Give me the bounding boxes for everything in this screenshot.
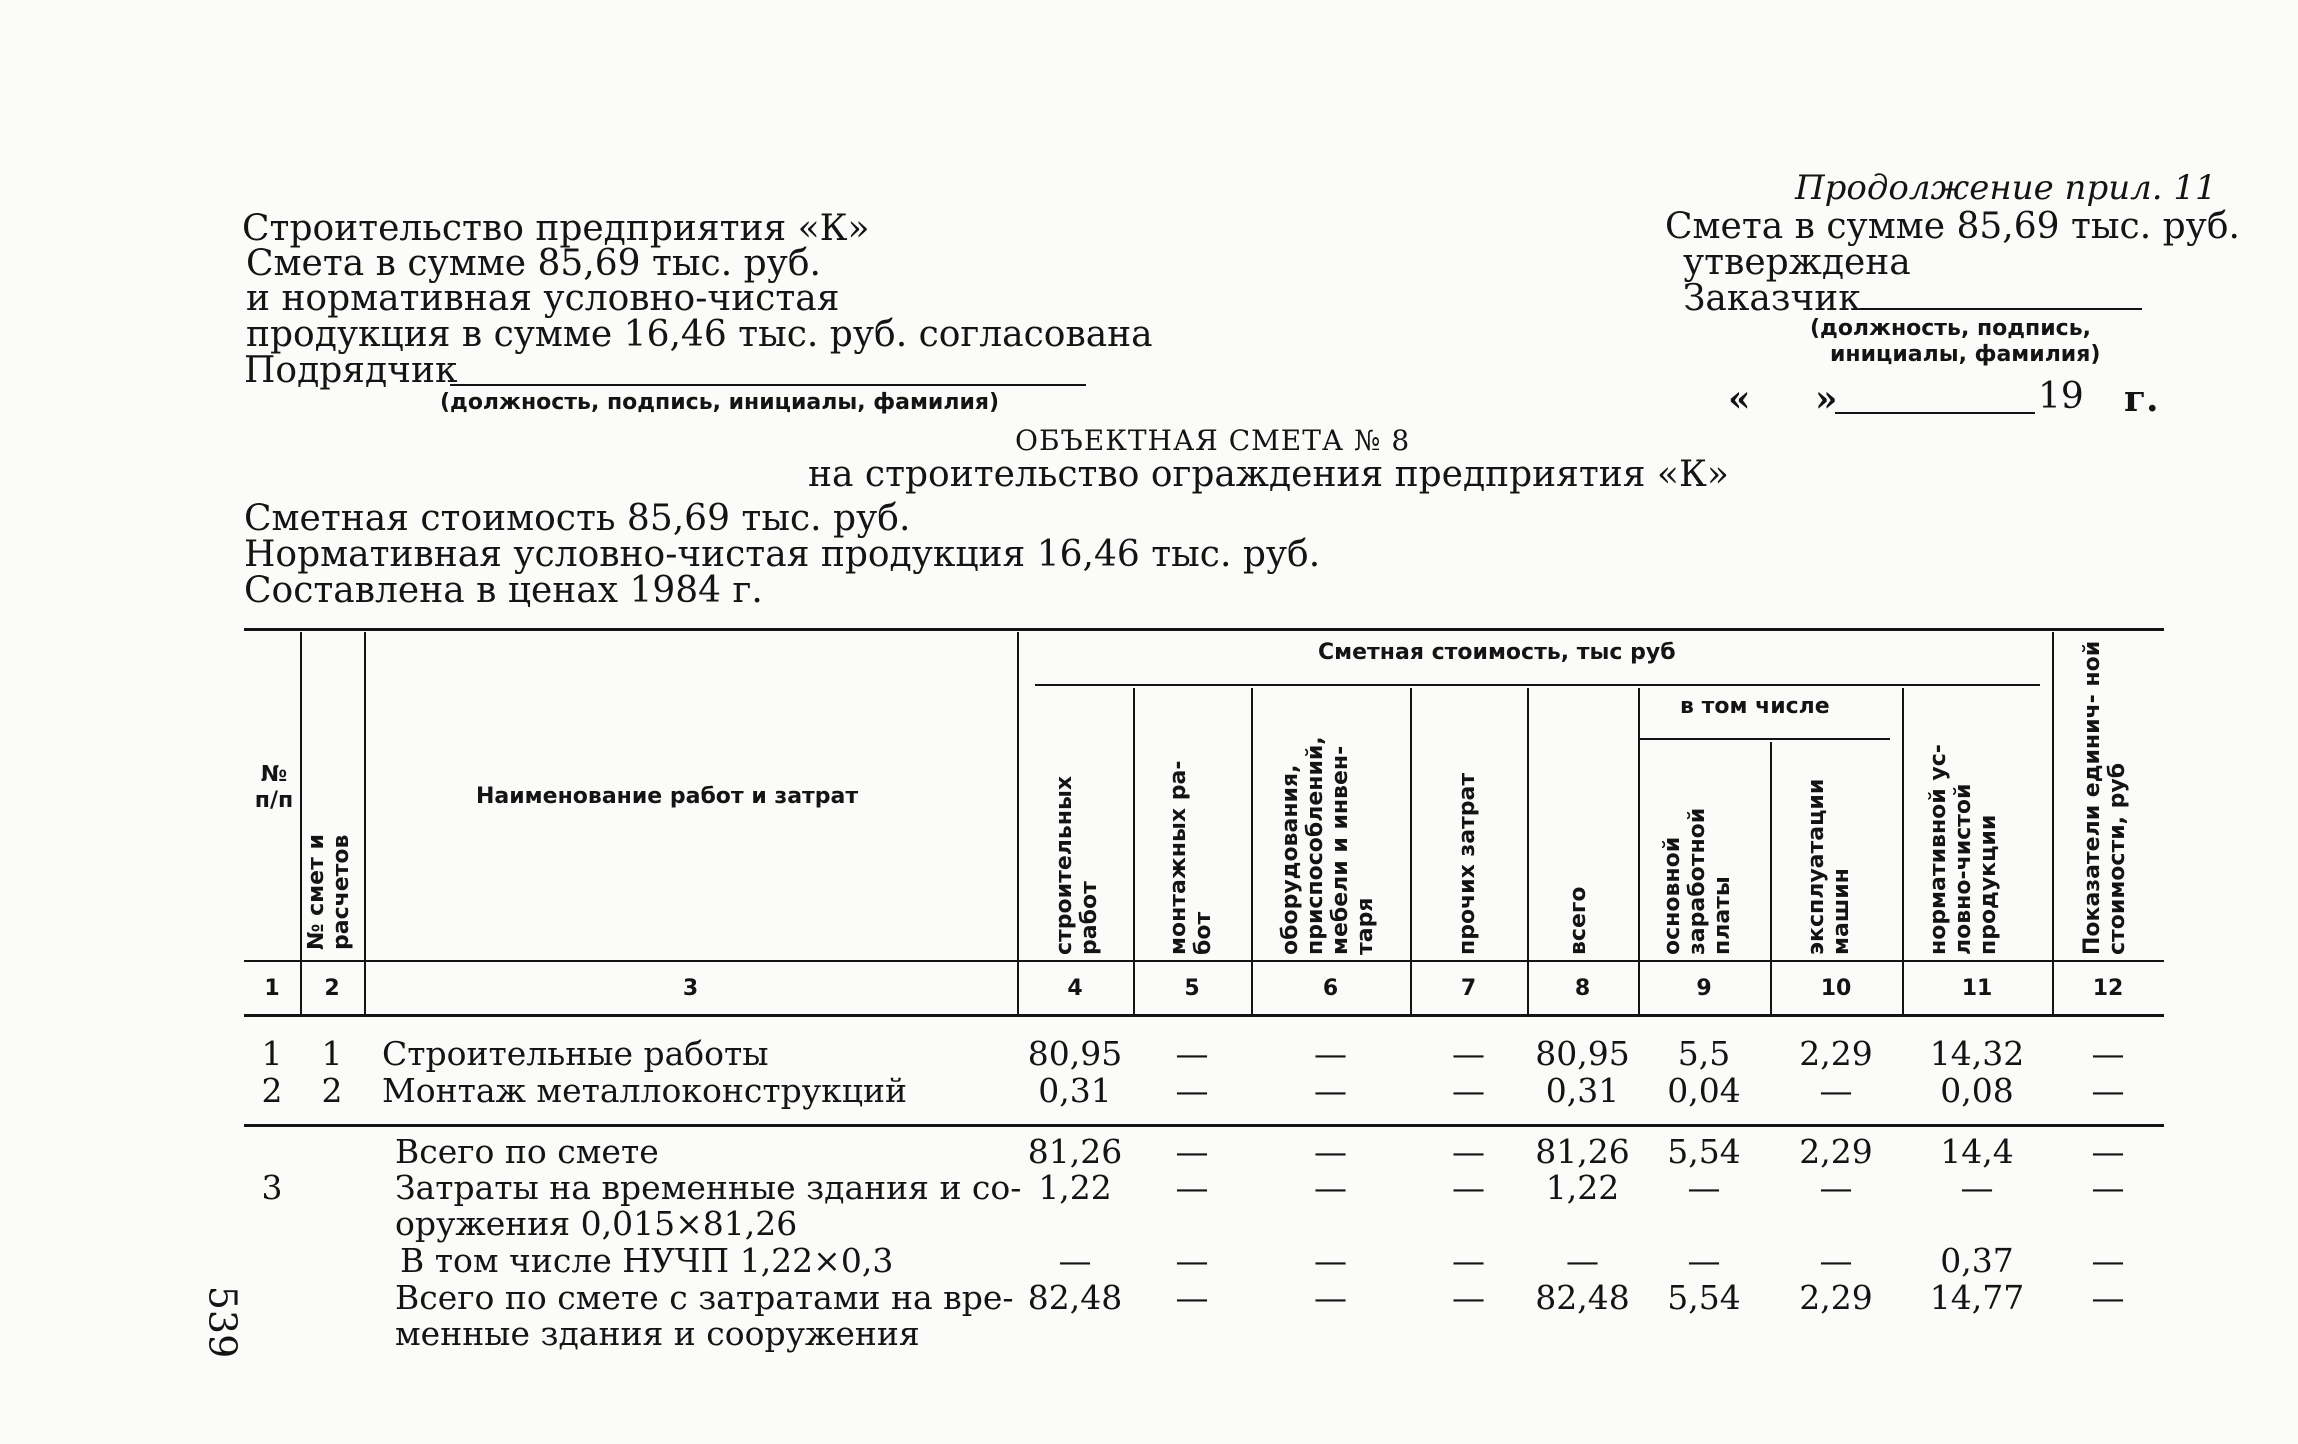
- total-c7: —: [1452, 1132, 1485, 1171]
- grand-c12: —: [2091, 1278, 2125, 1317]
- contractor-signature-line: [450, 384, 1086, 386]
- header-construction: строительных работ: [1052, 775, 1102, 955]
- colnum-10: 10: [1820, 976, 1852, 1001]
- row1-c8: 80,95: [1535, 1034, 1630, 1073]
- temp-c12: —: [2091, 1168, 2125, 1207]
- customer-caption-2: инициалы, фамилия): [1830, 342, 2101, 367]
- grand-c10: 2,29: [1799, 1278, 1873, 1317]
- row1-num: 1: [261, 1034, 283, 1073]
- estimate-title: ОБЪЕКТНАЯ СМЕТА № 8: [1015, 424, 1411, 457]
- col-divider-4: [1133, 688, 1135, 1014]
- colnum-5: 5: [1184, 976, 1200, 1001]
- year-prefix: 19: [2038, 376, 2084, 417]
- customer-label: Заказчик: [1683, 278, 1861, 319]
- col-divider-9: [1770, 742, 1772, 1014]
- grand-c7: —: [1452, 1278, 1485, 1317]
- col-divider-10: [1902, 688, 1904, 1014]
- row2-c9: 0,04: [1667, 1071, 1741, 1110]
- ncp-c6: —: [1314, 1241, 1347, 1280]
- ncp-c9: —: [1687, 1241, 1721, 1280]
- col-divider-6: [1410, 688, 1412, 1014]
- col-divider-2: [364, 632, 366, 1014]
- header-machines: эксплуатации машин: [1804, 778, 1854, 955]
- ncp-c4: —: [1058, 1241, 1092, 1280]
- col-divider-7: [1527, 688, 1529, 1014]
- header-total: всего: [1566, 886, 1591, 955]
- grand-c6: —: [1314, 1278, 1347, 1317]
- header-cost-group: Сметная стоимость, тыс руб: [1318, 640, 1676, 665]
- colnum-4: 4: [1067, 976, 1083, 1001]
- row2-est: 2: [321, 1071, 343, 1110]
- summary-prices: Составлена в ценах 1984 г.: [244, 570, 763, 611]
- row2-c7: —: [1452, 1071, 1485, 1110]
- date-open-quote: «: [1728, 378, 1751, 420]
- row1-c9: 5,5: [1677, 1034, 1731, 1073]
- row2-name: Монтаж металлоконструкций: [382, 1071, 907, 1110]
- grand-c11: 14,77: [1929, 1278, 2025, 1317]
- grand-c4: 82,48: [1027, 1278, 1123, 1317]
- grand-c5: —: [1175, 1278, 1209, 1317]
- ncp-c5: —: [1175, 1241, 1209, 1280]
- col-divider-11: [2052, 632, 2054, 1014]
- col-divider-1: [300, 632, 302, 1014]
- grand-name-1: Всего по смете с затратами на вре-: [395, 1278, 1014, 1317]
- contractor-label: Подрядчик: [244, 350, 458, 391]
- header-est-no: № смет и расчетов: [304, 834, 354, 950]
- header-wages: основной заработной платы: [1660, 807, 1735, 955]
- header-incl: в том числе: [1680, 694, 1830, 719]
- col-divider-8: [1638, 688, 1640, 1014]
- header-equipment: оборудования, приспособлений, мебели и инвен- таря: [1278, 736, 1378, 955]
- row1-c4: 80,95: [1027, 1034, 1123, 1073]
- header-ncp: нормативной ус- ловно-чистой продукции: [1926, 744, 2001, 955]
- total-c5: —: [1175, 1132, 1209, 1171]
- incl-group-rule: [1640, 738, 1890, 740]
- ncp-c11: 0,37: [1940, 1241, 2014, 1280]
- temp-c11: —: [1960, 1168, 1994, 1207]
- row2-c6: —: [1314, 1071, 1347, 1110]
- header-bottom-rule: [244, 960, 2164, 962]
- total-c9: 5,54: [1667, 1132, 1741, 1171]
- left-line-2: Смета в сумме 85,69 тыс. руб.: [246, 243, 821, 284]
- total-c11: 14,4: [1940, 1132, 2014, 1171]
- row2-c12: —: [2091, 1071, 2125, 1110]
- temp-name-2: оружения 0,015×81,26: [395, 1204, 798, 1243]
- estimate-subtitle: на строительство ограждения предприятия «К»: [808, 454, 1729, 495]
- date-line: [1835, 412, 2035, 414]
- row2-c4: 0,31: [1038, 1071, 1112, 1110]
- grand-name-2: менные здания и сооружения: [395, 1314, 920, 1353]
- summary-ncp: Нормативная условно-чистая продукция 16,46 тыс. руб.: [244, 534, 1321, 575]
- row1-name: Строительные работы: [382, 1034, 769, 1073]
- header-installation: монтажных ра- бот: [1166, 760, 1216, 955]
- row2-c5: —: [1175, 1071, 1209, 1110]
- header-other: прочих затрат: [1455, 772, 1480, 955]
- row1-c10: 2,29: [1799, 1034, 1873, 1073]
- colnum-2: 2: [324, 976, 340, 1001]
- grand-c8: 82,48: [1535, 1278, 1630, 1317]
- row1-c11: 14,32: [1929, 1034, 2025, 1073]
- right-line-1: Смета в сумме 85,69 тыс. руб.: [1665, 206, 2240, 247]
- date-close-quote: »: [1815, 378, 1838, 420]
- row1-est: 1: [321, 1034, 343, 1073]
- row1-c5: —: [1175, 1034, 1209, 1073]
- page-number: 539: [200, 1285, 245, 1359]
- colnum-12: 12: [2092, 976, 2124, 1001]
- colnum-9: 9: [1696, 976, 1712, 1001]
- row2-c10: —: [1819, 1071, 1853, 1110]
- row2-num: 2: [261, 1071, 283, 1110]
- temp-c7: —: [1452, 1168, 1485, 1207]
- colnum-8: 8: [1574, 976, 1591, 1001]
- temp-c5: —: [1175, 1168, 1209, 1207]
- header-num: № п/п: [254, 762, 294, 813]
- ncp-name: В том числе НУЧП 1,22×0,3: [400, 1241, 894, 1280]
- temp-num: 3: [261, 1168, 283, 1207]
- continuation-note: Продолжение прил. 11: [1795, 168, 2217, 208]
- ncp-c10: —: [1819, 1241, 1853, 1280]
- cost-group-rule: [1035, 684, 2040, 686]
- row2-c11: 0,08: [1940, 1071, 2014, 1110]
- temp-c6: —: [1314, 1168, 1347, 1207]
- summary-cost: Сметная стоимость 85,69 тыс. руб.: [244, 498, 911, 539]
- temp-c10: —: [1819, 1168, 1853, 1207]
- colnum-11: 11: [1961, 976, 1993, 1001]
- row2-c8: 0,31: [1545, 1071, 1620, 1110]
- customer-signature-line: [1860, 308, 2142, 310]
- col-divider-5: [1251, 688, 1253, 1014]
- temp-name-1: Затраты на временные здания и со-: [395, 1168, 1022, 1207]
- total-c12: —: [2091, 1132, 2125, 1171]
- total-c6: —: [1314, 1132, 1347, 1171]
- temp-c8: 1,22: [1545, 1168, 1620, 1207]
- colnum-6: 6: [1322, 976, 1339, 1001]
- header-name: Наименование работ и затрат: [476, 784, 859, 809]
- row1-c6: —: [1314, 1034, 1347, 1073]
- header-unit-cost: Показатели единич- ной стоимости, руб: [2080, 640, 2130, 955]
- left-line-4: продукция в сумме 16,46 тыс. руб. согласована: [246, 314, 1153, 355]
- table-top-border: [244, 628, 2164, 631]
- total-c4: 81,26: [1027, 1132, 1123, 1171]
- customer-caption-1: (должность, подпись,: [1810, 316, 2091, 341]
- contractor-caption: (должность, подпись, инициалы, фамилия): [440, 390, 1000, 415]
- colnum-1: 1: [264, 976, 280, 1001]
- grand-c9: 5,54: [1667, 1278, 1741, 1317]
- colnum-bottom-rule: [244, 1014, 2164, 1017]
- rows-bottom-rule: [244, 1124, 2164, 1127]
- total-name: Всего по смете: [395, 1132, 659, 1171]
- col-divider-3: [1017, 632, 1019, 1014]
- colnum-3: 3: [682, 976, 699, 1001]
- left-line-1: Строительство предприятия «К»: [242, 208, 870, 249]
- year-suffix: г.: [2124, 378, 2159, 420]
- row1-c12: —: [2091, 1034, 2125, 1073]
- total-c10: 2,29: [1799, 1132, 1873, 1171]
- ncp-c8: —: [1566, 1241, 1599, 1280]
- total-c8: 81,26: [1535, 1132, 1630, 1171]
- left-line-3: и нормативная условно-чистая: [246, 278, 840, 319]
- temp-c9: —: [1687, 1168, 1721, 1207]
- ncp-c7: —: [1452, 1241, 1485, 1280]
- colnum-7: 7: [1460, 976, 1477, 1001]
- temp-c4: 1,22: [1038, 1168, 1112, 1207]
- row1-c7: —: [1452, 1034, 1485, 1073]
- right-line-2: утверждена: [1683, 242, 1911, 283]
- ncp-c12: —: [2091, 1241, 2125, 1280]
